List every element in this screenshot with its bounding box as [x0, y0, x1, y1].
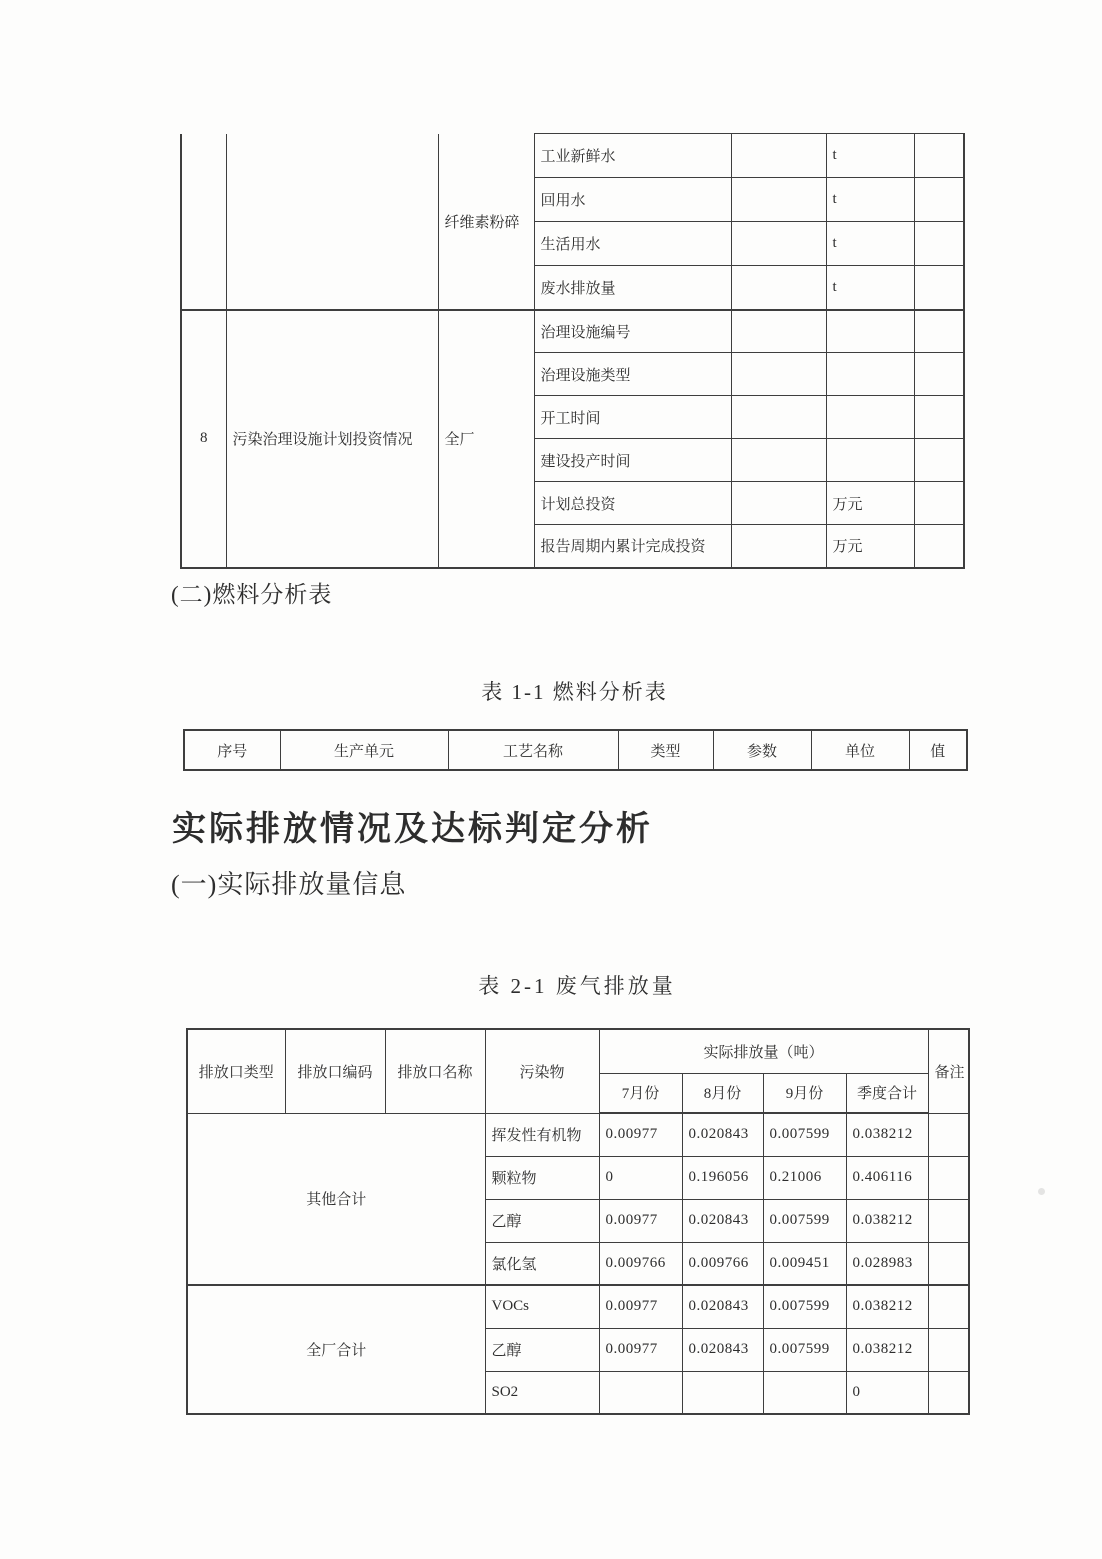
value-cell [731, 178, 826, 222]
serial-cell: 8 [181, 310, 226, 568]
month-value-cell [599, 1371, 682, 1414]
quarter-total-cell: 0.038212 [846, 1199, 928, 1242]
unit-cell: 万元 [826, 525, 914, 568]
pollutant-cell: 乙醇 [485, 1199, 599, 1242]
table-header-row [187, 1029, 969, 1073]
remark-cell [928, 1371, 969, 1414]
month-value-cell: 0.009451 [763, 1242, 846, 1285]
header-parameter: 参数 [713, 730, 811, 770]
param-cell: 治理设施编号 [534, 310, 731, 353]
note-cell [914, 353, 964, 396]
remark-cell [928, 1156, 969, 1199]
group-label-cell: 其他合计 [187, 1113, 485, 1285]
note-cell [914, 222, 964, 266]
value-cell [731, 134, 826, 178]
table-row [181, 310, 964, 353]
param-cell: 计划总投资 [534, 482, 731, 525]
month-value-cell: 0.00977 [599, 1328, 682, 1371]
pollutant-cell: 颗粒物 [485, 1156, 599, 1199]
header-outlet-code: 排放口编码 [285, 1029, 385, 1113]
month-value-cell: 0.00977 [599, 1199, 682, 1242]
production-parameters-table-continued [180, 133, 965, 569]
unit-cell: t [826, 134, 914, 178]
month-value-cell [682, 1371, 763, 1414]
note-cell [914, 266, 964, 310]
quarter-total-cell: 0 [846, 1371, 928, 1414]
header-quarter-total: 季度合计 [846, 1073, 928, 1113]
scan-noise-speck [1038, 1188, 1045, 1195]
description-cell [226, 134, 438, 310]
note-cell [914, 134, 964, 178]
month-value-cell: 0.007599 [763, 1328, 846, 1371]
month-value-cell: 0.020843 [682, 1113, 763, 1156]
param-cell: 报告周期内累计完成投资 [534, 525, 731, 568]
unit-cell [826, 396, 914, 439]
table-header-row [184, 730, 967, 770]
waste-gas-emission-table [186, 1028, 970, 1415]
remark-cell [928, 1113, 969, 1156]
pollutant-cell: VOCs [485, 1285, 599, 1328]
remark-cell [928, 1328, 969, 1371]
value-cell [731, 439, 826, 482]
param-cell: 治理设施类型 [534, 353, 731, 396]
value-cell [731, 266, 826, 310]
unit-cell: t [826, 266, 914, 310]
param-cell: 生活用水 [534, 222, 731, 266]
param-cell: 工业新鲜水 [534, 134, 731, 178]
unit-cell [826, 310, 914, 353]
quarter-total-cell: 0.038212 [846, 1285, 928, 1328]
unit-cell [826, 439, 914, 482]
header-actual-emission: 实际排放量（吨） [599, 1029, 928, 1073]
group-label-cell: 全厂合计 [187, 1285, 485, 1414]
month-value-cell: 0.020843 [682, 1285, 763, 1328]
table-caption-fuel-analysis: 表 1-1 燃料分析表 [481, 680, 668, 704]
table-row [187, 1285, 969, 1328]
header-process-name: 工艺名称 [448, 730, 618, 770]
quarter-total-cell: 0.028983 [846, 1242, 928, 1285]
scope-cell: 纤维素粉碎 [438, 134, 534, 310]
section-heading-fuel-analysis: (二)燃料分析表 [171, 582, 333, 607]
value-cell [731, 222, 826, 266]
note-cell [914, 439, 964, 482]
month-value-cell [763, 1371, 846, 1414]
month-value-cell: 0.007599 [763, 1113, 846, 1156]
header-outlet-name: 排放口名称 [385, 1029, 485, 1113]
header-value: 值 [909, 730, 967, 770]
header-serial: 序号 [184, 730, 280, 770]
value-cell [731, 482, 826, 525]
header-august: 8月份 [682, 1073, 763, 1113]
unit-cell [826, 353, 914, 396]
table-row [187, 1113, 969, 1156]
month-value-cell: 0.020843 [682, 1199, 763, 1242]
quarter-total-cell: 0.038212 [846, 1113, 928, 1156]
param-cell: 回用水 [534, 178, 731, 222]
header-type: 类型 [618, 730, 713, 770]
month-value-cell: 0.007599 [763, 1199, 846, 1242]
pollutant-cell: SO2 [485, 1371, 599, 1414]
unit-cell: t [826, 222, 914, 266]
note-cell [914, 482, 964, 525]
unit-cell: 万元 [826, 482, 914, 525]
header-outlet-type: 排放口类型 [187, 1029, 285, 1113]
quarter-total-cell: 0.038212 [846, 1328, 928, 1371]
scope-cell: 全厂 [438, 310, 534, 568]
month-value-cell: 0.196056 [682, 1156, 763, 1199]
month-value-cell: 0.009766 [599, 1242, 682, 1285]
month-value-cell: 0.21006 [763, 1156, 846, 1199]
serial-cell [181, 134, 226, 310]
note-cell [914, 310, 964, 353]
header-remark: 备注 [928, 1029, 969, 1113]
remark-cell [928, 1242, 969, 1285]
header-production-unit: 生产单元 [280, 730, 448, 770]
remark-cell [928, 1199, 969, 1242]
value-cell [731, 310, 826, 353]
fuel-analysis-table [183, 729, 968, 771]
note-cell [914, 396, 964, 439]
table-row [181, 134, 964, 178]
param-cell: 建设投产时间 [534, 439, 731, 482]
month-value-cell: 0 [599, 1156, 682, 1199]
note-cell [914, 525, 964, 568]
value-cell [731, 353, 826, 396]
month-value-cell: 0.007599 [763, 1285, 846, 1328]
remark-cell [928, 1285, 969, 1328]
pollutant-cell: 乙醇 [485, 1328, 599, 1371]
header-pollutant: 污染物 [485, 1029, 599, 1113]
value-cell [731, 525, 826, 568]
month-value-cell: 0.00977 [599, 1285, 682, 1328]
unit-cell: t [826, 178, 914, 222]
value-cell [731, 396, 826, 439]
chapter-heading-actual-emissions: 实际排放情况及达标判定分析 [172, 811, 653, 848]
table-caption-waste-gas-emissions: 表 2-1 废气排放量 [478, 974, 676, 998]
quarter-total-cell: 0.406116 [846, 1156, 928, 1199]
note-cell [914, 178, 964, 222]
param-cell: 开工时间 [534, 396, 731, 439]
month-value-cell: 0.009766 [682, 1242, 763, 1285]
pollutant-cell: 氯化氢 [485, 1242, 599, 1285]
header-unit: 单位 [811, 730, 909, 770]
month-value-cell: 0.00977 [599, 1113, 682, 1156]
description-cell: 污染治理设施计划投资情况 [226, 310, 438, 568]
month-value-cell: 0.020843 [682, 1328, 763, 1371]
pollutant-cell: 挥发性有机物 [485, 1113, 599, 1156]
param-cell: 废水排放量 [534, 266, 731, 310]
section-heading-actual-emission-info: (一)实际排放量信息 [171, 870, 407, 899]
header-july: 7月份 [599, 1073, 682, 1113]
header-september: 9月份 [763, 1073, 846, 1113]
